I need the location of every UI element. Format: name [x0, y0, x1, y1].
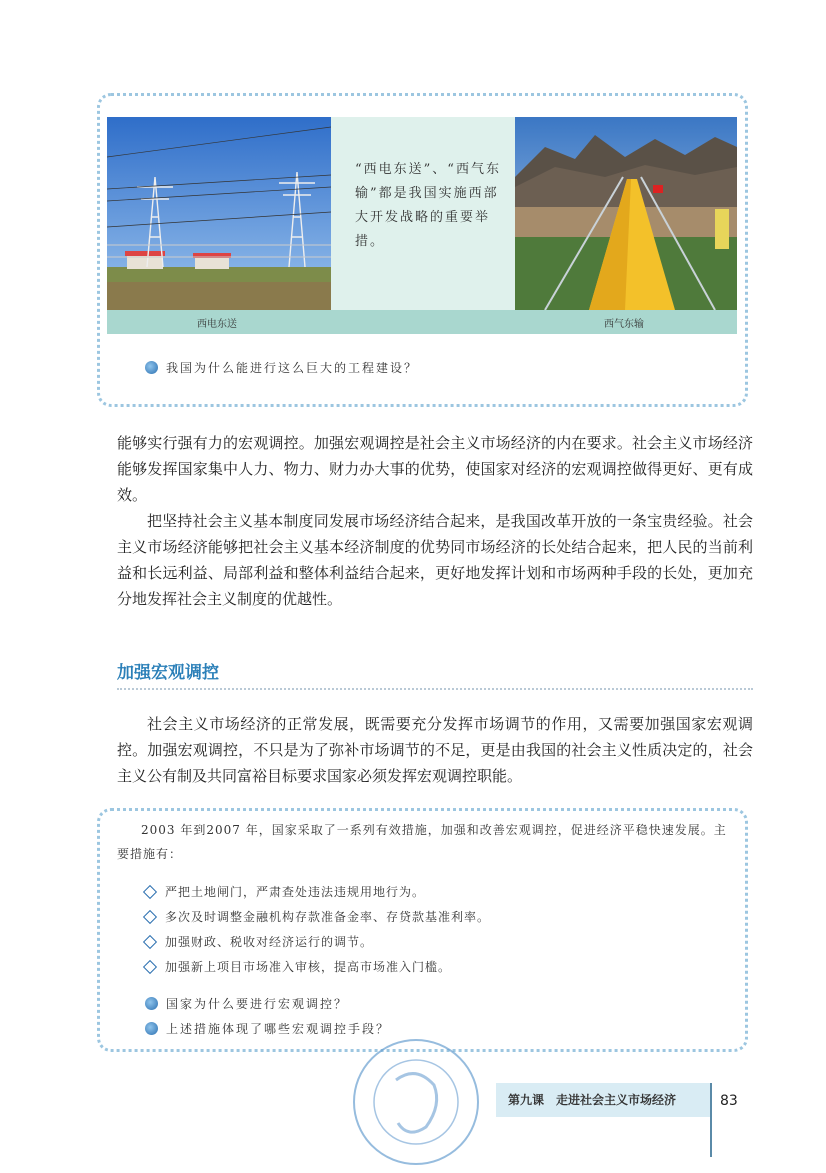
right-photo-caption: 西气东输	[604, 319, 644, 330]
question-item	[145, 359, 418, 376]
body-paragraphs	[117, 430, 753, 612]
section-title: 加强宏观调控	[117, 663, 219, 683]
diamond-bullet-icon	[143, 934, 157, 948]
question-text: 国家为什么要进行宏观调控？	[166, 997, 349, 1011]
measure-text: 严把土地闸门，严肃查处违法违规用地行为。	[165, 885, 426, 899]
lesson-title: 第九课 走进社会主义市场经济	[508, 1093, 677, 1107]
question-bullet-icon	[145, 997, 158, 1010]
watermark-seal	[346, 1035, 486, 1169]
page-number: 83	[720, 1093, 738, 1109]
footer-rule	[710, 1083, 712, 1157]
question-bullet-icon	[145, 361, 158, 374]
measure-item	[145, 883, 425, 900]
question-item	[145, 995, 348, 1012]
diamond-bullet-icon	[143, 959, 157, 973]
measures-intro	[117, 818, 737, 866]
measure-item	[145, 933, 373, 950]
section-body	[117, 711, 753, 789]
power-line-photo	[107, 117, 331, 310]
section-divider	[117, 688, 753, 690]
paragraph: 社会主义市场经济的正常发展，既需要充分发挥市场调节的作用，又需要加强国家宏观调控。加强宏观调控，不只是为了弥补市场调节的不足，更是由我国的社会主义性质决定的，社会主义公有制及共同富裕目标要求国家必须发挥宏观调控职能。	[117, 715, 753, 785]
measure-text: 加强财政、税收对经济运行的调节。	[165, 935, 374, 949]
left-photo-caption: 西电东送	[197, 319, 237, 330]
measure-text: 加强新上项目市场准入审核，提高市场准入门槛。	[165, 960, 452, 974]
gas-pipeline-photo	[515, 117, 737, 310]
question-bullet-icon	[145, 1022, 158, 1035]
diamond-bullet-icon	[143, 884, 157, 898]
center-note: “西电东送”、“西气东输”都是我国实施西部大开发战略的重要举措。	[355, 162, 501, 249]
measure-item	[145, 908, 490, 925]
measure-text: 多次及时调整金融机构存款准备金率、存贷款基准利率。	[165, 910, 491, 924]
paragraph: 能够实行强有力的宏观调控。加强宏观调控是社会主义市场经济的内在要求。社会主义市场经济能够发挥国家集中人力、物力、财力办大事的优势，使国家对经济的宏观调控做得更好、更有成效。	[117, 434, 753, 504]
measure-item	[145, 958, 451, 975]
paragraph: 把坚持社会主义基本制度同发展市场经济结合起来，是我国改革开放的一条宝贵经验。社会主义市场经济能够把社会主义基本经济制度的优势同市场经济的长处结合起来，把人民的当前利益和长远利益、局部利益和整体利益结合起来，更好地发挥计划和市场两种手段的长处，更加充分地发挥社会主义制度的优越性。	[117, 512, 753, 608]
diamond-bullet-icon	[143, 909, 157, 923]
question-text: 我国为什么能进行这么巨大的工程建设？	[166, 361, 419, 375]
question-text: 上述措施体现了哪些宏观调控手段？	[166, 1022, 391, 1036]
intro-text: 2003 年到2007 年，国家采取了一系列有效措施，加强和改善宏观调控，促进经济平稳快速发展。主要措施有：	[117, 823, 727, 861]
